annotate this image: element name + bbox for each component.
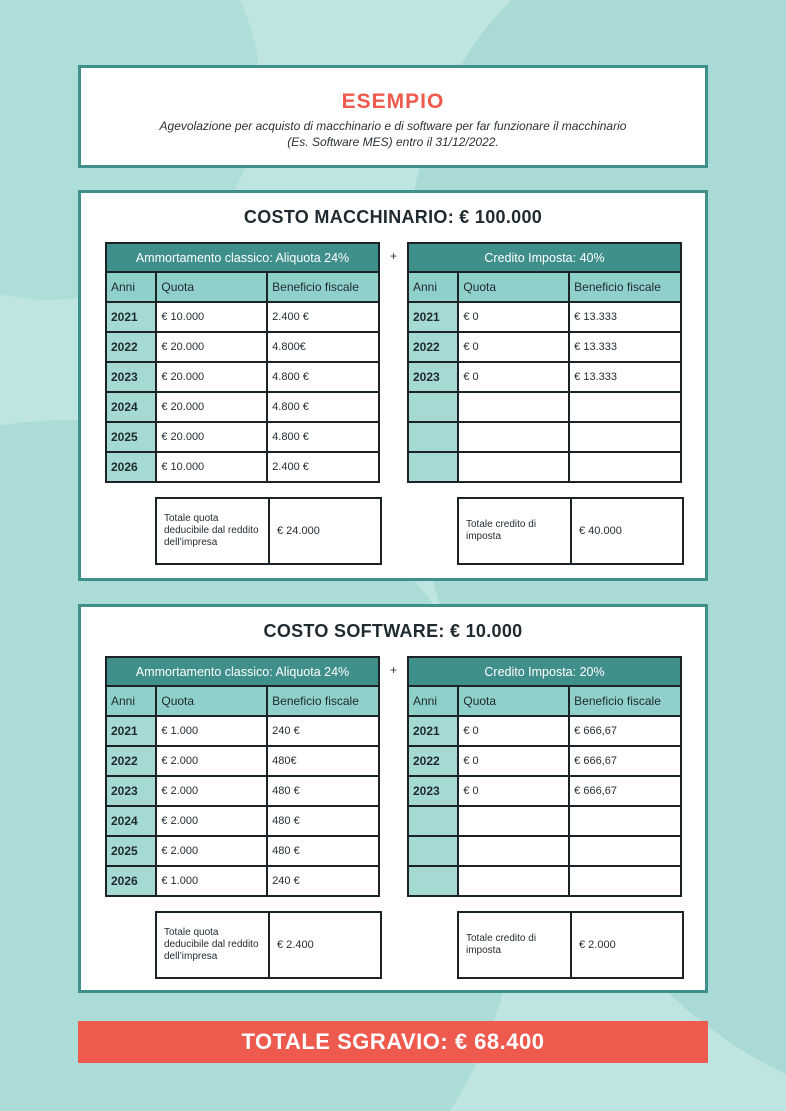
table-row: 2025 € 2.000 480 € xyxy=(106,836,379,866)
total-value: € 2.000 xyxy=(571,912,683,978)
software-cost-section xyxy=(78,604,708,993)
column-headers: Anni Quota Beneficio fiscale xyxy=(106,272,379,302)
section-title: COSTO SOFTWARE: € 10.000 xyxy=(263,621,523,641)
table-row: 2026 € 10.000 2.400 € xyxy=(106,452,379,482)
table-row xyxy=(408,806,681,836)
table-row: 2021 € 0 € 666,67 xyxy=(408,716,681,746)
example-title: ESEMPIO xyxy=(341,90,445,113)
table-header: Credito Imposta: 20% xyxy=(408,657,681,686)
depreciation-table xyxy=(105,656,380,897)
table-row xyxy=(408,866,681,896)
table-row: 2022 € 20.000 4.800€ xyxy=(106,332,379,362)
total-deductible-box xyxy=(155,497,382,565)
table-row: 2024 € 2.000 480 € xyxy=(106,806,379,836)
table-header: Ammortamento classico: Aliquota 24% xyxy=(106,657,379,686)
column-headers: Anni Quota Beneficio fiscale xyxy=(408,686,681,716)
total-credit-box xyxy=(457,497,684,565)
plus-sign: + xyxy=(390,663,398,677)
total-label: Totale credito di imposta xyxy=(458,498,571,564)
table-row xyxy=(408,422,681,452)
table-row: 2022 € 2.000 480€ xyxy=(106,746,379,776)
table-row: 2024 € 20.000 4.800 € xyxy=(106,392,379,422)
total-label: Totale quota deducibile dal reddito dell’impresa xyxy=(156,498,269,564)
total-value: € 24.000 xyxy=(269,498,381,564)
table-row: 2021 € 0 € 13.333 xyxy=(408,302,681,332)
table-row: 2022 € 0 € 666,67 xyxy=(408,746,681,776)
column-headers: Anni Quota Beneficio fiscale xyxy=(106,686,379,716)
table-row: 2023 € 20.000 4.800 € xyxy=(106,362,379,392)
table-header: Ammortamento classico: Aliquota 24% xyxy=(106,243,379,272)
total-label: Totale credito di imposta xyxy=(458,912,571,978)
total-value: € 40.000 xyxy=(571,498,683,564)
table-row xyxy=(408,392,681,422)
table-row: 2021 € 1.000 240 € xyxy=(106,716,379,746)
total-label: Totale quota deducibile dal reddito dell’impresa xyxy=(156,912,269,978)
table-row: 2021 € 10.000 2.400 € xyxy=(106,302,379,332)
example-subtitle: Agevolazione per acquisto di macchinario e di software per far funzionare il macchinario (Es. Software MES) entro il 31/12/2022. xyxy=(159,119,627,149)
table-row: 2023 € 2.000 480 € xyxy=(106,776,379,806)
table-row: 2023 € 0 € 13.333 xyxy=(408,362,681,392)
total-relief-banner: TOTALE SGRAVIO: € 68.400 xyxy=(78,1021,708,1063)
plus-sign: + xyxy=(390,249,398,263)
table-row: 2026 € 1.000 240 € xyxy=(106,866,379,896)
total-credit-box xyxy=(457,911,684,979)
table-header: Credito Imposta: 40% xyxy=(408,243,681,272)
total-deductible-box xyxy=(155,911,382,979)
tax-credit-table xyxy=(407,242,682,483)
machinery-cost-section xyxy=(78,190,708,581)
table-row: 2025 € 20.000 4.800 € xyxy=(106,422,379,452)
table-row: 2023 € 0 € 666,67 xyxy=(408,776,681,806)
depreciation-table xyxy=(105,242,380,483)
column-headers: Anni Quota Beneficio fiscale xyxy=(408,272,681,302)
table-row: 2022 € 0 € 13.333 xyxy=(408,332,681,362)
table-row xyxy=(408,836,681,866)
table-row xyxy=(408,452,681,482)
example-box xyxy=(78,65,708,168)
total-value: € 2.400 xyxy=(269,912,381,978)
section-title: COSTO MACCHINARIO: € 100.000 xyxy=(243,207,543,227)
tax-credit-table xyxy=(407,656,682,897)
